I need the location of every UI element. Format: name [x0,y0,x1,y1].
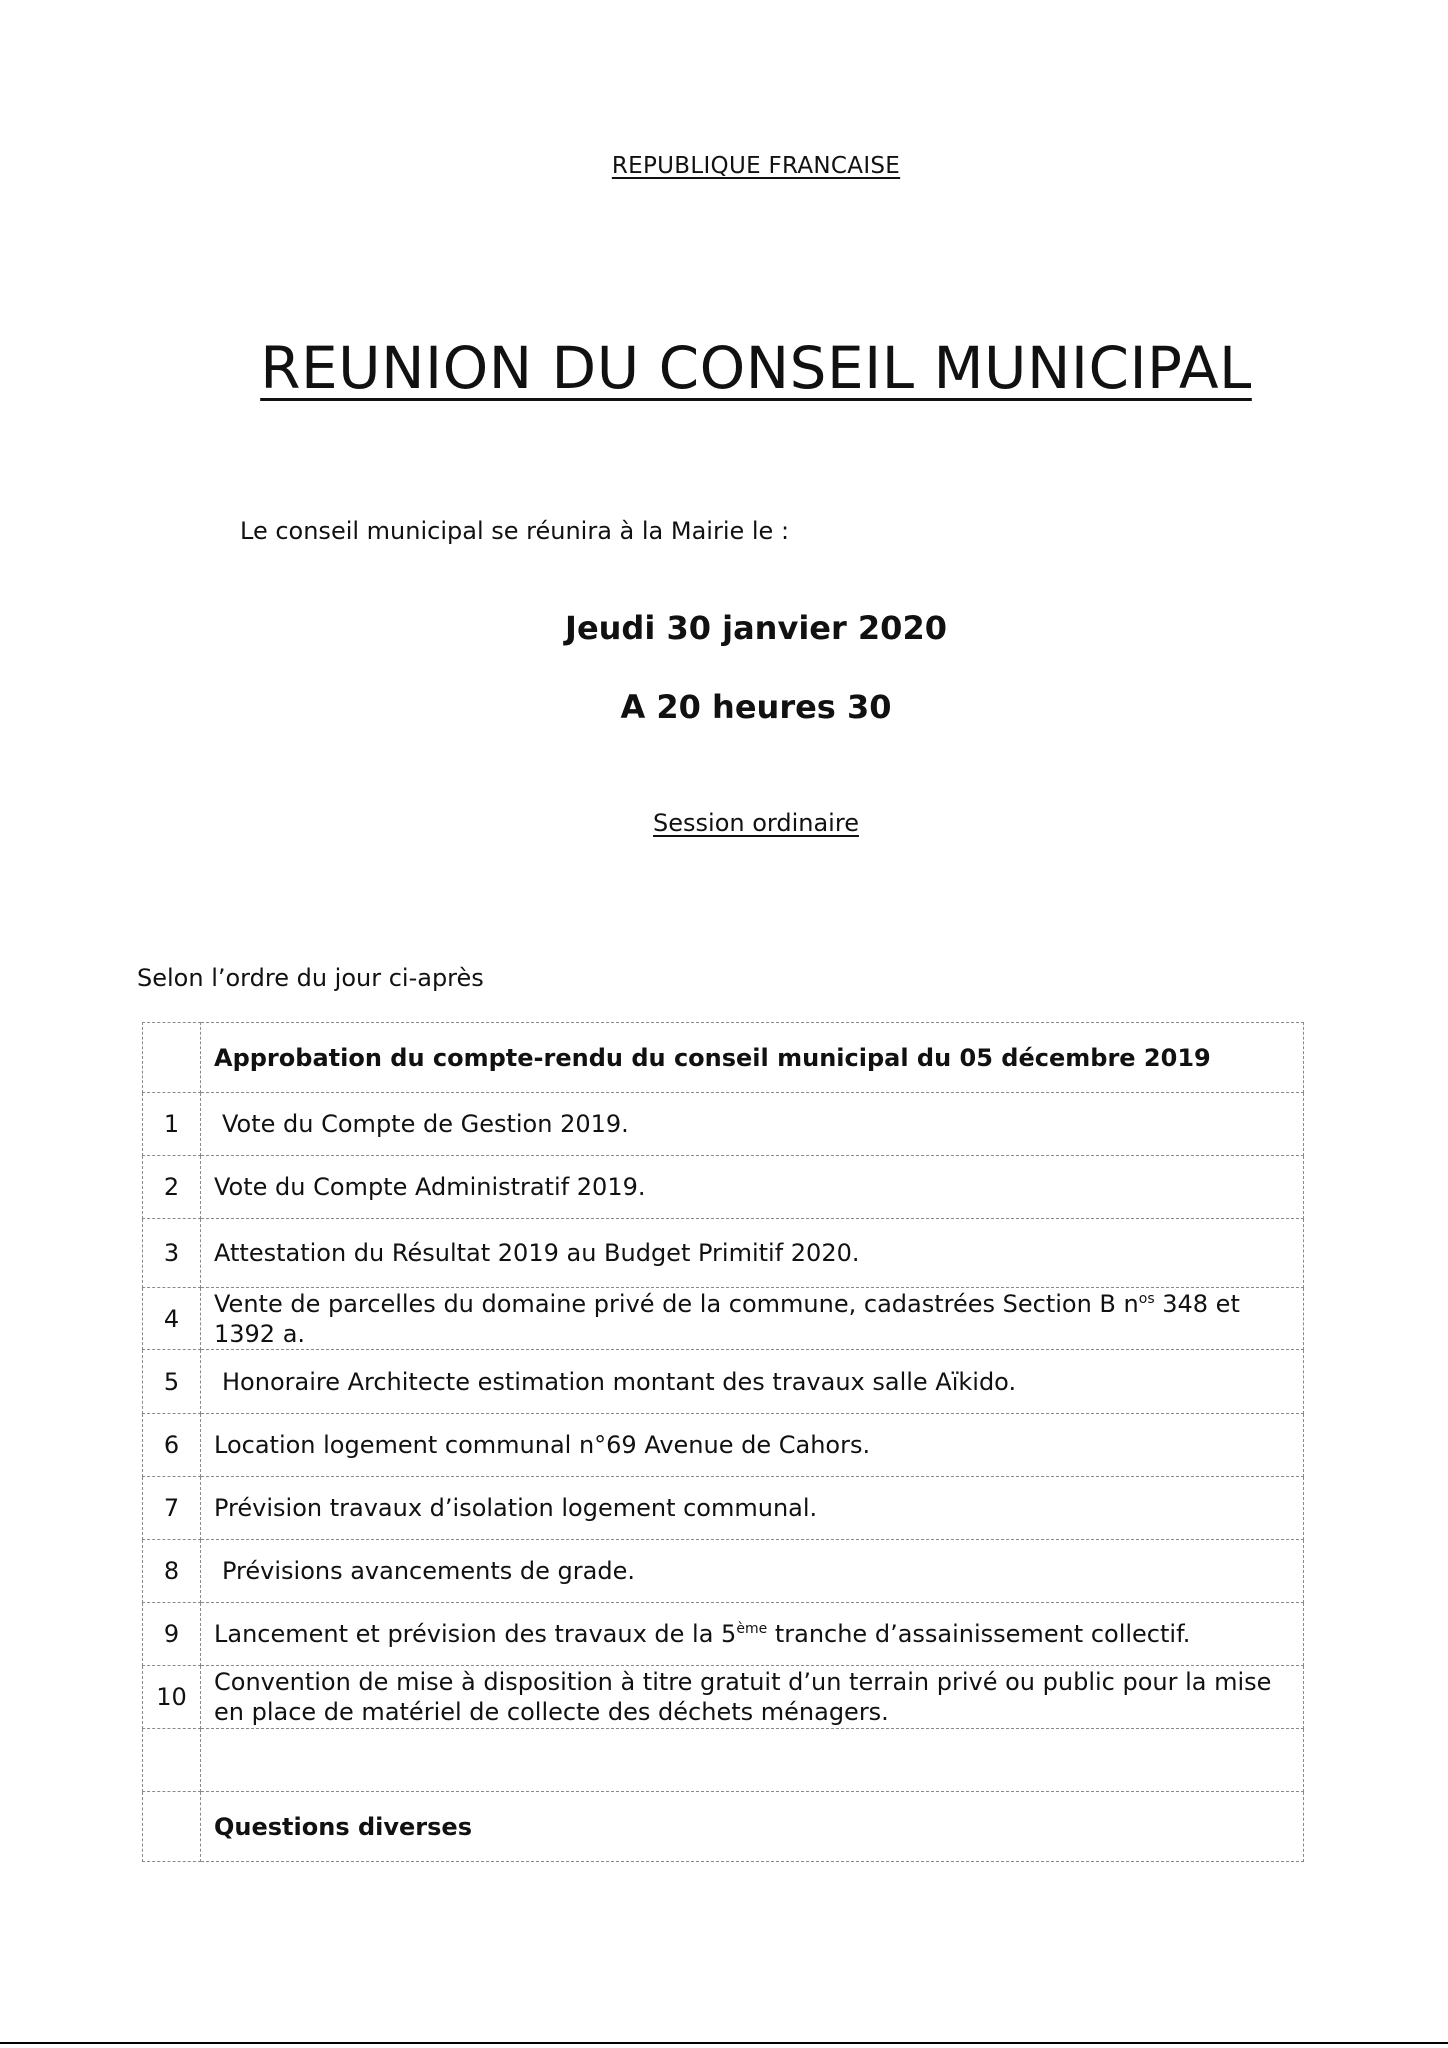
table-row [143,1603,1304,1666]
agenda-item-label: Honoraire Architecte estimation montant des travaux salle Aïkido. [222,1367,1017,1396]
agenda-item-text: Attestation du Résultat 2019 au Budget Primitif 2020. [201,1219,1304,1288]
row-number: 3 [143,1219,201,1288]
agenda-item-label: Vote du Compte de Gestion 2019. [222,1110,629,1138]
table-row [143,1288,1304,1350]
agenda-item-text [201,1288,1304,1350]
page-title: REUNION DU CONSEIL MUNICIPAL [260,334,1252,402]
approval-item: Approbation du compte-rendu du conseil municipal du 05 décembre 2019 [201,1023,1304,1093]
agenda-item-label-start: Vente de parcelles du domaine privé de la commune, cadastrées Section B n [214,1289,1139,1318]
row-number [143,1792,201,1862]
row-number: 1 [143,1093,201,1156]
page-bottom-border [0,2042,1448,2044]
table-row [143,1156,1304,1219]
agenda-item-label-end: 348 et 1392 a. [214,1289,1240,1348]
table-row [143,1729,1304,1792]
agenda-item-text: Vote du Compte Administratif 2019. [201,1156,1304,1219]
agenda-table [142,1022,1304,1862]
agenda-item-text [201,1540,1304,1603]
row-number: 2 [143,1156,201,1219]
table-row [143,1414,1304,1477]
agenda-item-label: Prévisions avancements de grade. [222,1557,635,1585]
session-type: Session ordinaire [653,809,859,837]
agenda-item-text [201,1350,1304,1414]
table-row [143,1350,1304,1414]
table-row [143,1023,1304,1093]
table-row [143,1093,1304,1156]
meeting-time: A 20 heures 30 [620,688,892,726]
agenda-item-label-end: tranche d’assainissement collectif. [767,1620,1191,1648]
row-number [143,1729,201,1792]
row-number [143,1023,201,1093]
table-row [143,1477,1304,1540]
meeting-date: Jeudi 30 janvier 2020 [565,609,947,647]
table-row [143,1540,1304,1603]
row-number: 7 [143,1477,201,1540]
row-number: 6 [143,1414,201,1477]
agenda-item-text [201,1603,1304,1666]
empty-cell [201,1729,1304,1792]
meeting-intro: Le conseil municipal se réunira à la Mairie le : [240,517,790,545]
row-number: 9 [143,1603,201,1666]
closing-item: Questions diverses [201,1792,1304,1862]
row-number: 4 [143,1288,201,1350]
table-row [143,1219,1304,1288]
row-number: 10 [143,1666,201,1729]
agenda-item-text: Prévision travaux d’isolation logement communal. [201,1477,1304,1540]
agenda-item-text [201,1093,1304,1156]
table-row [143,1792,1304,1862]
row-number: 8 [143,1540,201,1603]
agenda-item-text: Convention de mise à disposition à titre gratuit d’un terrain privé ou public pour la mise en place de matériel de collecte des déchets ménagers. [201,1666,1304,1729]
superscript: os [1138,1290,1155,1307]
agenda-item-label-start: Lancement et prévision des travaux de la 5 [214,1620,737,1648]
table-row [143,1666,1304,1729]
row-number: 5 [143,1350,201,1414]
agenda-intro: Selon l’ordre du jour ci-après [137,964,484,992]
superscript: ème [736,1621,768,1637]
republique-heading: REPUBLIQUE FRANCAISE [611,153,901,179]
agenda-item-text: Location logement communal n°69 Avenue de Cahors. [201,1414,1304,1477]
